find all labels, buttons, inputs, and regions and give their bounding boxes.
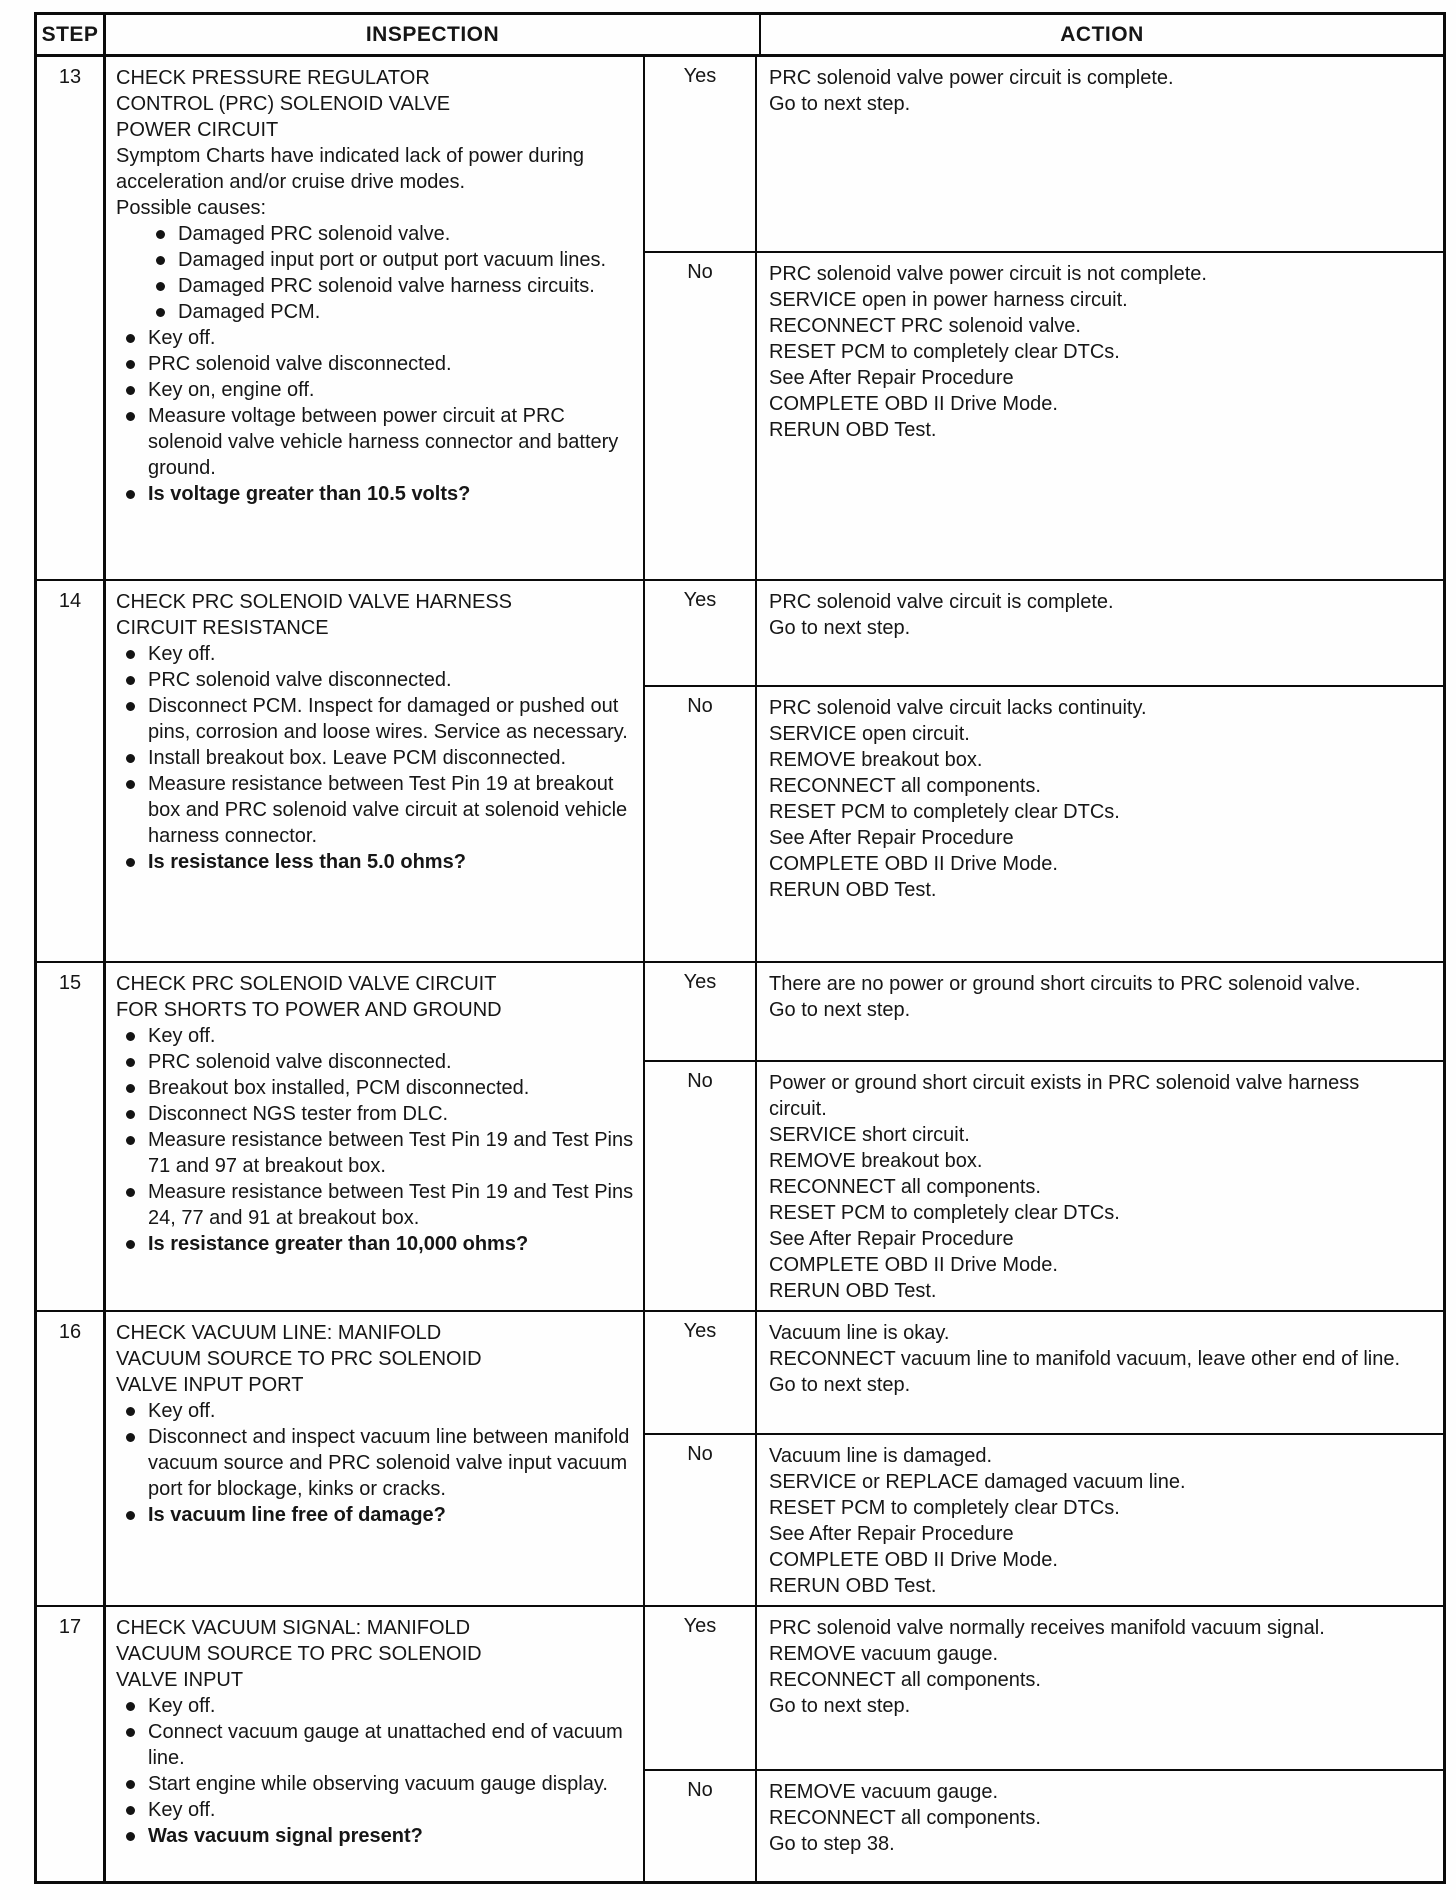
action-line: COMPLETE OBD II Drive Mode.: [769, 393, 1058, 415]
bullet-item: [116, 377, 635, 403]
bullet-icon: [126, 1084, 135, 1093]
action-line: Power or ground short circuit exists in PRC solenoid valve harness circuit.: [769, 1072, 1360, 1120]
question-text: Is vacuum line free of damage?: [148, 1504, 446, 1526]
yes-subrow: [645, 1607, 1443, 1769]
bullet-text: PRC solenoid valve disconnected.: [148, 1051, 452, 1073]
action-line: Vacuum line is damaged.: [769, 1445, 993, 1467]
bullet-icon: [126, 1806, 135, 1815]
action-line: Go to next step.: [769, 999, 911, 1021]
no-label: No: [687, 1443, 713, 1465]
inspection-cell: [103, 57, 643, 579]
bullet-icon: [126, 1433, 135, 1442]
no-action-cell: [755, 687, 1443, 961]
no-subrow: [645, 1433, 1443, 1605]
bullet-text: PRC solenoid valve disconnected.: [148, 669, 452, 691]
step-number: 14: [58, 590, 82, 612]
bullet-icon: [126, 1032, 135, 1041]
bullet-text: Key on, engine off.: [148, 379, 315, 401]
step-number: 16: [58, 1321, 82, 1343]
inspection-title-line: VALVE INPUT: [116, 1669, 244, 1691]
bullet-icon: [126, 1511, 135, 1520]
action-line: There are no power or ground short circuits to PRC solenoid valve.: [769, 973, 1361, 995]
action-line: PRC solenoid valve power circuit is not complete.: [769, 263, 1207, 285]
bullet-item: [116, 273, 635, 299]
table-row-step-15: [37, 961, 1443, 1310]
bullet-text: Measure resistance between Test Pin 19 and Test Pins 24, 77 and 91 at breakout box.: [148, 1181, 634, 1229]
bullet-item: [116, 351, 635, 377]
question-item: [116, 1823, 635, 1849]
bullet-list: [116, 1398, 635, 1502]
action-subrows: [643, 1607, 1443, 1881]
action-line: RESET PCM to completely clear DTCs.: [769, 1202, 1120, 1224]
yes-label: Yes: [683, 589, 717, 611]
bullet-item: [116, 1127, 635, 1179]
action-line: REMOVE vacuum gauge.: [769, 1781, 998, 1803]
action-line: RESET PCM to completely clear DTCs.: [769, 801, 1120, 823]
bullet-text: Key off.: [148, 1025, 216, 1047]
bullet-icon: [126, 1728, 135, 1737]
no-subrow: [645, 685, 1443, 961]
action-line: PRC solenoid valve circuit lacks continuity.: [769, 697, 1147, 719]
bullet-icon: [126, 1058, 135, 1067]
table-header-row: [37, 15, 1443, 57]
inspection-title-line: CHECK PRESSURE REGULATOR: [116, 67, 430, 89]
no-action-cell: [755, 1771, 1443, 1881]
action-line: RECONNECT all components.: [769, 1807, 1041, 1829]
bullet-text: Damaged PCM.: [178, 301, 321, 323]
action-line: PRC solenoid valve normally receives manifold vacuum signal.: [769, 1617, 1325, 1639]
action-line: RERUN OBD Test.: [769, 1575, 937, 1597]
action-line: REMOVE breakout box.: [769, 1150, 983, 1172]
step-number: 17: [58, 1616, 82, 1638]
action-line: Go to next step.: [769, 617, 911, 639]
step-number: 15: [58, 972, 82, 994]
bullet-icon: [126, 754, 135, 763]
action-line: REMOVE vacuum gauge.: [769, 1643, 998, 1665]
question-item: [116, 849, 635, 875]
inspection-title-line: VACUUM SOURCE TO PRC SOLENOID: [116, 1348, 482, 1370]
action-line: RECONNECT all components.: [769, 1176, 1041, 1198]
table-row-step-17: [37, 1605, 1443, 1881]
action-line: Go to next step.: [769, 1374, 911, 1396]
question-item: [116, 1502, 635, 1528]
bullet-icon: [156, 230, 165, 239]
action-line: See After Repair Procedure: [769, 1228, 1014, 1250]
no-action-cell: [755, 253, 1443, 579]
table-row-step-16: [37, 1310, 1443, 1605]
action-line: RECONNECT vacuum line to manifold vacuum, leave other end of line.: [769, 1348, 1401, 1370]
action-line: See After Repair Procedure: [769, 367, 1014, 389]
bullet-item: [116, 1023, 635, 1049]
bullet-icon: [156, 282, 165, 291]
bullet-list: [116, 1693, 635, 1823]
question-item: [116, 481, 635, 507]
inspection-title-line: VACUUM SOURCE TO PRC SOLENOID: [116, 1643, 482, 1665]
yes-action-cell: [755, 581, 1443, 685]
yes-label: Yes: [683, 1320, 717, 1342]
action-line: SERVICE or REPLACE damaged vacuum line.: [769, 1471, 1186, 1493]
bullet-item: [116, 667, 635, 693]
action-subrows: [643, 963, 1443, 1310]
bullet-item: [116, 1398, 635, 1424]
action-line: See After Repair Procedure: [769, 1523, 1014, 1545]
inspection-cell: [103, 963, 643, 1310]
bullet-icon: [156, 308, 165, 317]
question-text: Was vacuum signal present?: [148, 1825, 423, 1847]
bullet-icon: [126, 334, 135, 343]
bullet-text: Disconnect and inspect vacuum line between manifold vacuum source and PRC solenoid valve input vacuum port for blockage, kinks or cracks.: [148, 1426, 630, 1500]
question-text: Is resistance greater than 10,000 ohms?: [148, 1233, 529, 1255]
yes-action-cell: [755, 1312, 1443, 1433]
bullet-text: PRC solenoid valve disconnected.: [148, 353, 452, 375]
bullet-icon: [126, 650, 135, 659]
bullet-item: [116, 1179, 635, 1231]
no-label: No: [687, 1779, 713, 1801]
question-text: Is voltage greater than 10.5 volts?: [148, 483, 471, 505]
action-line: SERVICE open circuit.: [769, 723, 970, 745]
inspection-title-line: VALVE INPUT PORT: [116, 1374, 304, 1396]
bullet-item: [116, 1797, 635, 1823]
inspection-paragraph: Possible causes:: [116, 197, 267, 219]
bullet-text: Damaged PRC solenoid valve.: [178, 223, 451, 245]
no-action-cell: [755, 1062, 1443, 1310]
action-line: Go to next step.: [769, 1695, 911, 1717]
action-line: RECONNECT all components.: [769, 1669, 1041, 1691]
action-line: Vacuum line is okay.: [769, 1322, 950, 1344]
bullet-icon: [126, 780, 135, 789]
bullet-text: Connect vacuum gauge at unattached end of vacuum line.: [148, 1721, 623, 1769]
yes-subrow: [645, 963, 1443, 1060]
bullet-item: [116, 1693, 635, 1719]
bullet-item: [116, 325, 635, 351]
action-line: RERUN OBD Test.: [769, 1280, 937, 1302]
inspection-title-line: FOR SHORTS TO POWER AND GROUND: [116, 999, 502, 1021]
question-item: [116, 1231, 635, 1257]
inspection-cell: [103, 1312, 643, 1605]
bullet-text: Breakout box installed, PCM disconnected.: [148, 1077, 530, 1099]
inspection-title-line: CHECK VACUUM SIGNAL: MANIFOLD: [116, 1617, 471, 1639]
bullet-icon: [126, 676, 135, 685]
bullet-text: Disconnect NGS tester from DLC.: [148, 1103, 449, 1125]
table-row-step-13: [37, 57, 1443, 579]
header-step: STEP: [41, 23, 99, 46]
action-line: REMOVE breakout box.: [769, 749, 983, 771]
inspection-title: [116, 971, 635, 1023]
action-line: PRC solenoid valve circuit is complete.: [769, 591, 1114, 613]
bullet-item: [116, 693, 635, 745]
no-subrow: [645, 251, 1443, 579]
bullet-item: [116, 1719, 635, 1771]
sub-bullet-list: [116, 221, 635, 325]
no-label: No: [687, 261, 713, 283]
no-subrow: [645, 1769, 1443, 1881]
header-inspection: INSPECTION: [103, 15, 759, 54]
bullet-list: [116, 641, 635, 849]
no-action-cell: [755, 1435, 1443, 1605]
bullet-item: [116, 221, 635, 247]
inspection-paragraphs: [116, 143, 635, 221]
table-row-step-14: [37, 579, 1443, 961]
no-label: No: [687, 695, 713, 717]
yes-action-cell: [755, 963, 1443, 1060]
yes-subrow: [645, 57, 1443, 251]
question-text: Is resistance less than 5.0 ohms?: [148, 851, 466, 873]
bullet-icon: [126, 1780, 135, 1789]
inspection-title-line: POWER CIRCUIT: [116, 119, 279, 141]
header-action: ACTION: [759, 15, 1443, 54]
inspection-title: [116, 65, 635, 143]
action-line: SERVICE open in power harness circuit.: [769, 289, 1128, 311]
no-label: No: [687, 1070, 713, 1092]
bullet-icon: [156, 256, 165, 265]
bullet-icon: [126, 1832, 135, 1841]
bullet-list: [116, 325, 635, 481]
action-line: RESET PCM to completely clear DTCs.: [769, 1497, 1120, 1519]
bullet-item: [116, 771, 635, 849]
action-subrows: [643, 581, 1443, 961]
bullet-icon: [126, 1110, 135, 1119]
yes-action-cell: [755, 57, 1443, 251]
diagnostic-table: [34, 12, 1446, 1884]
inspection-title: [116, 589, 635, 641]
yes-action-cell: [755, 1607, 1443, 1769]
inspection-cell: [103, 581, 643, 961]
bullet-text: Key off.: [148, 1695, 216, 1717]
action-line: RECONNECT PRC solenoid valve.: [769, 315, 1081, 337]
bullet-list: [116, 1023, 635, 1231]
action-line: RERUN OBD Test.: [769, 879, 937, 901]
inspection-title-line: CONTROL (PRC) SOLENOID VALVE: [116, 93, 451, 115]
yes-subrow: [645, 581, 1443, 685]
bullet-item: [116, 403, 635, 481]
inspection-title: [116, 1320, 635, 1398]
yes-label: Yes: [683, 971, 717, 993]
bullet-icon: [126, 1702, 135, 1711]
bullet-item: [116, 1049, 635, 1075]
bullet-item: [116, 745, 635, 771]
yes-label: Yes: [683, 65, 717, 87]
bullet-text: Damaged input port or output port vacuum lines.: [178, 249, 607, 271]
bullet-text: Key off.: [148, 1400, 216, 1422]
bullet-text: Measure resistance between Test Pin 19 at breakout box and PRC solenoid valve circuit at solenoid vehicle harness connector.: [148, 773, 628, 847]
bullet-icon: [126, 1407, 135, 1416]
bullet-item: [116, 641, 635, 667]
bullet-text: Key off.: [148, 1799, 216, 1821]
bullet-icon: [126, 412, 135, 421]
no-subrow: [645, 1060, 1443, 1310]
action-line: COMPLETE OBD II Drive Mode.: [769, 1254, 1058, 1276]
action-line: COMPLETE OBD II Drive Mode.: [769, 853, 1058, 875]
yes-subrow: [645, 1312, 1443, 1433]
bullet-item: [116, 247, 635, 273]
bullet-text: Measure voltage between power circuit at PRC solenoid valve vehicle harness connector and battery ground.: [148, 405, 619, 479]
yes-label: Yes: [683, 1615, 717, 1637]
action-line: Go to next step.: [769, 93, 911, 115]
inspection-cell: [103, 1607, 643, 1881]
bullet-icon: [126, 386, 135, 395]
action-line: RERUN OBD Test.: [769, 419, 937, 441]
bullet-text: Key off.: [148, 327, 216, 349]
bullet-item: [116, 1075, 635, 1101]
bullet-icon: [126, 702, 135, 711]
bullet-icon: [126, 1188, 135, 1197]
inspection-title-line: CHECK VACUUM LINE: MANIFOLD: [116, 1322, 442, 1344]
action-subrows: [643, 1312, 1443, 1605]
action-line: RESET PCM to completely clear DTCs.: [769, 341, 1120, 363]
bullet-text: Install breakout box. Leave PCM disconnected.: [148, 747, 567, 769]
action-line: PRC solenoid valve power circuit is complete.: [769, 67, 1174, 89]
action-line: RECONNECT all components.: [769, 775, 1041, 797]
bullet-text: Start engine while observing vacuum gauge display.: [148, 1773, 608, 1795]
inspection-title-line: CIRCUIT RESISTANCE: [116, 617, 329, 639]
bullet-icon: [126, 1240, 135, 1249]
bullet-text: Key off.: [148, 643, 216, 665]
bullet-item: [116, 1771, 635, 1797]
action-line: COMPLETE OBD II Drive Mode.: [769, 1549, 1058, 1571]
bullet-icon: [126, 1136, 135, 1145]
bullet-item: [116, 299, 635, 325]
bullet-icon: [126, 360, 135, 369]
bullet-icon: [126, 490, 135, 499]
action-line: SERVICE short circuit.: [769, 1124, 970, 1146]
bullet-text: Measure resistance between Test Pin 19 and Test Pins 71 and 97 at breakout box.: [148, 1129, 634, 1177]
bullet-text: Damaged PRC solenoid valve harness circuits.: [178, 275, 595, 297]
inspection-title-line: CHECK PRC SOLENOID VALVE CIRCUIT: [116, 973, 497, 995]
bullet-item: [116, 1424, 635, 1502]
step-number: 13: [58, 66, 82, 88]
inspection-title-line: CHECK PRC SOLENOID VALVE HARNESS: [116, 591, 513, 613]
bullet-icon: [126, 858, 135, 867]
bullet-text: Disconnect PCM. Inspect for damaged or pushed out pins, corrosion and loose wires. Service as necessary.: [148, 695, 628, 743]
bullet-item: [116, 1101, 635, 1127]
action-line: Go to step 38.: [769, 1833, 895, 1855]
action-line: See After Repair Procedure: [769, 827, 1014, 849]
inspection-paragraph: Symptom Charts have indicated lack of power during acceleration and/or cruise drive modes.: [116, 145, 585, 193]
action-subrows: [643, 57, 1443, 579]
inspection-title: [116, 1615, 635, 1693]
